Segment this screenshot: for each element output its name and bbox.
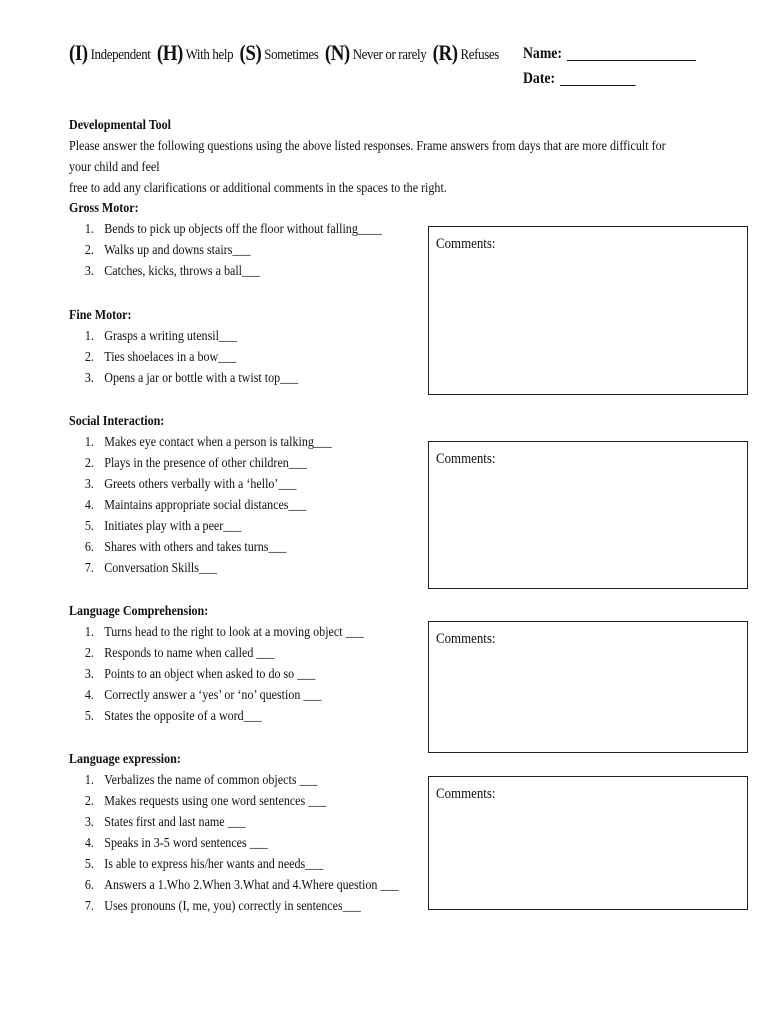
- question-item[interactable]: [69, 812, 413, 833]
- question-text: Verbalizes the name of common objects ___: [104, 773, 318, 788]
- name-field: [523, 45, 696, 63]
- legend-code: (H): [156, 40, 183, 65]
- question-number: 5.: [84, 857, 94, 872]
- question-number: 4.: [84, 836, 94, 851]
- question-number: 3.: [84, 264, 94, 279]
- question-item[interactable]: [69, 558, 413, 579]
- comments-label: Comments:: [436, 786, 496, 802]
- legend-code: (I): [69, 40, 88, 65]
- question-number: 2.: [84, 646, 94, 661]
- question-number: 7.: [84, 561, 94, 576]
- question-item[interactable]: [69, 368, 413, 389]
- question-text: Grasps a writing utensil___: [104, 329, 238, 344]
- question-number: 1.: [84, 329, 94, 344]
- question-item[interactable]: [69, 791, 413, 812]
- comments-label: Comments:: [436, 631, 496, 647]
- question-item[interactable]: [69, 347, 413, 368]
- legend-code: (S): [239, 40, 262, 65]
- question-number: 1.: [84, 625, 94, 640]
- section-language-expression: [69, 749, 413, 917]
- intro-block: [69, 115, 688, 199]
- section-title: Language Comprehension:: [69, 604, 209, 619]
- comments-label: Comments:: [436, 451, 496, 467]
- question-number: 3.: [84, 815, 94, 830]
- question-text: Conversation Skills___: [104, 561, 217, 576]
- question-item[interactable]: [69, 495, 413, 516]
- question-number: 2.: [84, 243, 94, 258]
- comments-box-expression[interactable]: [428, 776, 748, 910]
- question-text: Is able to express his/her wants and needs___: [104, 857, 324, 872]
- question-item[interactable]: [69, 896, 413, 917]
- question-item[interactable]: [69, 537, 413, 558]
- section-fine-motor: [69, 305, 413, 389]
- legend-text: Never or rarely: [352, 47, 427, 63]
- section-gross-motor: [69, 198, 413, 282]
- question-item[interactable]: [69, 474, 413, 495]
- section-language-comprehension: [69, 601, 413, 727]
- question-item[interactable]: [69, 240, 413, 261]
- question-text: Walks up and downs stairs___: [104, 243, 251, 258]
- question-text: Plays in the presence of other children___: [104, 456, 307, 471]
- legend-text: Independent: [90, 47, 151, 63]
- question-item[interactable]: [69, 685, 413, 706]
- question-item[interactable]: [69, 854, 413, 875]
- question-number: 5.: [84, 519, 94, 534]
- question-item[interactable]: [69, 706, 413, 727]
- section-social-interaction: [69, 411, 413, 579]
- question-text: Initiates play with a peer___: [104, 519, 242, 534]
- question-number: 1.: [84, 773, 94, 788]
- question-item[interactable]: [69, 875, 413, 896]
- question-number: 2.: [84, 350, 94, 365]
- question-item[interactable]: [69, 326, 413, 347]
- question-text: Ties shoelaces in a bow___: [104, 350, 237, 365]
- instructions-line: free to add any clarifications or additional comments in the spaces to the right.: [69, 181, 447, 196]
- question-number: 5.: [84, 709, 94, 724]
- question-item[interactable]: [69, 833, 413, 854]
- legend-code: (N): [324, 40, 350, 65]
- question-text: Speaks in 3-5 word sentences ___: [104, 836, 268, 851]
- question-text: Uses pronouns (I, me, you) correctly in sentences___: [104, 899, 361, 914]
- tool-heading: Developmental Tool: [69, 118, 172, 133]
- question-text: Makes eye contact when a person is talking___: [104, 435, 332, 450]
- question-item[interactable]: [69, 770, 413, 791]
- legend-text: Refuses: [460, 47, 499, 63]
- question-text: Maintains appropriate social distances___: [104, 498, 307, 513]
- question-number: 1.: [84, 435, 94, 450]
- question-text: Correctly answer a ‘yes’ or ‘no’ question ___: [104, 688, 322, 703]
- date-field: [523, 70, 636, 88]
- question-text: Bends to pick up objects off the floor without falling____: [104, 222, 382, 237]
- question-text: Opens a jar or bottle with a twist top___: [104, 371, 299, 386]
- question-number: 3.: [84, 477, 94, 492]
- name-label: Name:: [523, 45, 562, 62]
- question-number: 4.: [84, 688, 94, 703]
- question-text: States the opposite of a word___: [104, 709, 262, 724]
- section-title: Gross Motor:: [69, 201, 139, 216]
- question-text: Answers a 1.Who 2.When 3.What and 4.Where question ___: [104, 878, 399, 893]
- comments-box-comprehension[interactable]: [428, 621, 748, 753]
- legend-text: With help: [185, 47, 234, 63]
- response-legend: [69, 40, 502, 66]
- comments-box-social[interactable]: [428, 441, 748, 589]
- question-number: 3.: [84, 667, 94, 682]
- section-title: Fine Motor:: [69, 308, 132, 323]
- question-item[interactable]: [69, 664, 413, 685]
- legend-code: (R): [432, 40, 458, 65]
- section-title: Language expression:: [69, 752, 181, 767]
- question-number: 6.: [84, 878, 94, 893]
- question-number: 2.: [84, 456, 94, 471]
- date-input-line[interactable]: [560, 85, 636, 86]
- question-number: 2.: [84, 794, 94, 809]
- comments-box-motor[interactable]: [428, 226, 748, 395]
- question-item[interactable]: [69, 261, 413, 282]
- question-text: States first and last name ___: [104, 815, 246, 830]
- question-number: 3.: [84, 371, 94, 386]
- question-item[interactable]: [69, 453, 413, 474]
- question-number: 1.: [84, 222, 94, 237]
- question-item[interactable]: [69, 622, 413, 643]
- question-text: Makes requests using one word sentences ___: [104, 794, 327, 809]
- question-text: Responds to name when called ___: [104, 646, 275, 661]
- question-number: 4.: [84, 498, 94, 513]
- date-label: Date:: [523, 70, 556, 87]
- name-input-line[interactable]: [567, 60, 696, 61]
- question-item[interactable]: [69, 219, 413, 240]
- instructions-line: Please answer the following questions using the above listed responses. Frame answers from days that are more difficult for your child and feel: [69, 139, 666, 175]
- question-item[interactable]: [69, 516, 413, 537]
- question-text: Points to an object when asked to do so ___: [104, 667, 316, 682]
- legend-text: Sometimes: [264, 47, 319, 63]
- comments-label: Comments:: [436, 236, 496, 252]
- section-title: Social Interaction:: [69, 414, 165, 429]
- question-item[interactable]: [69, 643, 413, 664]
- question-text: Turns head to the right to look at a moving object ___: [104, 625, 364, 640]
- question-number: 6.: [84, 540, 94, 555]
- question-text: Greets others verbally with a ‘hello’___: [104, 477, 297, 492]
- question-text: Catches, kicks, throws a ball___: [104, 264, 261, 279]
- question-number: 7.: [84, 899, 94, 914]
- question-text: Shares with others and takes turns___: [104, 540, 287, 555]
- question-item[interactable]: [69, 432, 413, 453]
